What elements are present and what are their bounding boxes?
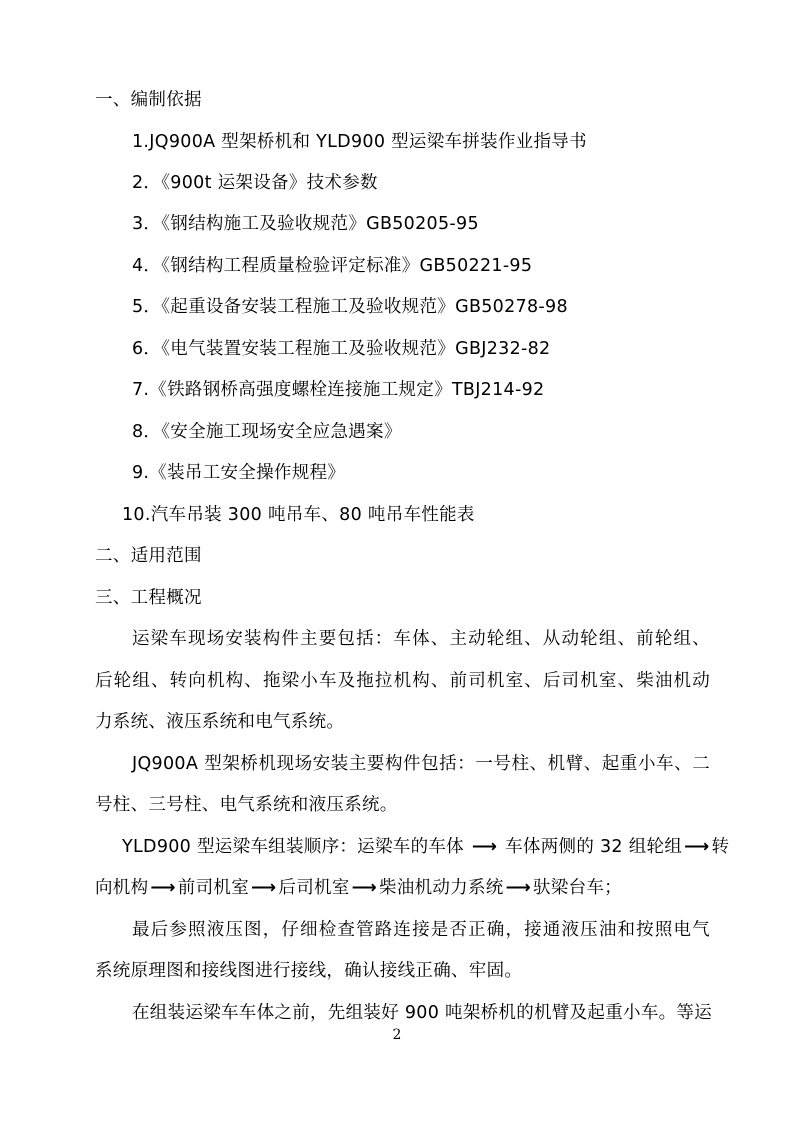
list-item-3: 3．《钢结构施工及验收规范》GB50205-95 — [132, 214, 479, 234]
arrow-right-icon: ⟶ — [351, 878, 377, 898]
list-item-8: 8．《安全施工现场安全应急遇案》 — [132, 422, 402, 442]
section-heading-1: 一、编制依据 — [95, 90, 202, 110]
list-item-10: 10.汽车吊装 300 吨吊车、80 吨吊车性能表 — [122, 505, 475, 525]
paragraph-2-line-1: JQ900A 型架桥机现场安装主要构件包括：一号柱、机臂、起重小车、二 — [132, 754, 710, 774]
sequence-step-5: 前司机室 — [177, 878, 249, 898]
sequence-step-1: YLD900 型运梁车组装顺序：运梁车的车体 — [122, 837, 464, 857]
list-item-4: 4．《钢结构工程质量检验评定标准》GB50221-95 — [132, 256, 533, 276]
paragraph-4-line-2: 系统原理图和接线图进行接线，确认接线正确、牢固。 — [95, 961, 523, 981]
list-item-5: 5．《起重设备安装工程施工及验收规范》GB50278-98 — [132, 297, 568, 317]
paragraph-2-line-2: 号柱、三号柱、电气系统和液压系统。 — [95, 795, 398, 815]
section-heading-2: 二、适用范围 — [95, 546, 202, 566]
paragraph-1-line-1: 运梁车现场安装构件主要包括：车体、主动轮组、从动轮组、前轮组、 — [132, 629, 710, 649]
paragraph-4-line-1: 最后参照液压图，仔细检查管路连接是否正确，接通液压油和按照电气 — [132, 920, 710, 940]
arrow-right-icon: ⟶ — [684, 837, 710, 857]
paragraph-1-line-2: 后轮组、转向机构、拖梁小车及拖拉机构、前司机室、后司机室、柴油机动 — [95, 671, 710, 691]
section-heading-3: 三、工程概况 — [95, 588, 202, 608]
sequence-step-6: 后司机室 — [278, 878, 350, 898]
paragraph-5-line-1: 在组装运梁车车体之前，先组装好 900 吨架桥机的机臂及起重小车。等运 — [132, 1003, 713, 1023]
sequence-step-4: 向机构 — [95, 878, 149, 898]
arrow-right-icon: ⟶ — [150, 878, 176, 898]
list-item-1: 1.JQ900A 型架桥机和 YLD900 型运梁车拼装作业指导书 — [132, 132, 587, 152]
page-number: 2 — [392, 1027, 402, 1043]
sequence-step-7: 柴油机动力系统 — [378, 878, 504, 898]
list-item-7: 7.《铁路钢桥高强度螺栓连接施工规定》TBJ214-92 — [132, 380, 545, 400]
sequence-step-8: 驮梁台车； — [532, 878, 622, 898]
list-item-6: 6．《电气装置安装工程施工及验收规范》GBJ232-82 — [132, 339, 551, 359]
arrow-right-icon: ⟶ — [251, 878, 277, 898]
arrow-right-icon: ⟶ — [471, 837, 498, 857]
sequence-step-3: 转 — [711, 837, 730, 857]
paragraph-1-line-3: 力系统、液压系统和电气系统。 — [95, 712, 345, 732]
paragraph-3-line-2 — [95, 876, 622, 900]
paragraph-3-line-1 — [122, 835, 729, 859]
list-item-9: 9.《装吊工安全操作规程》 — [132, 463, 346, 483]
arrow-right-icon: ⟶ — [505, 878, 531, 898]
sequence-step-2: 车体两侧的 32 组轮组 — [505, 837, 683, 857]
list-item-2: 2．《900t 运架设备》技术参数 — [132, 173, 378, 193]
